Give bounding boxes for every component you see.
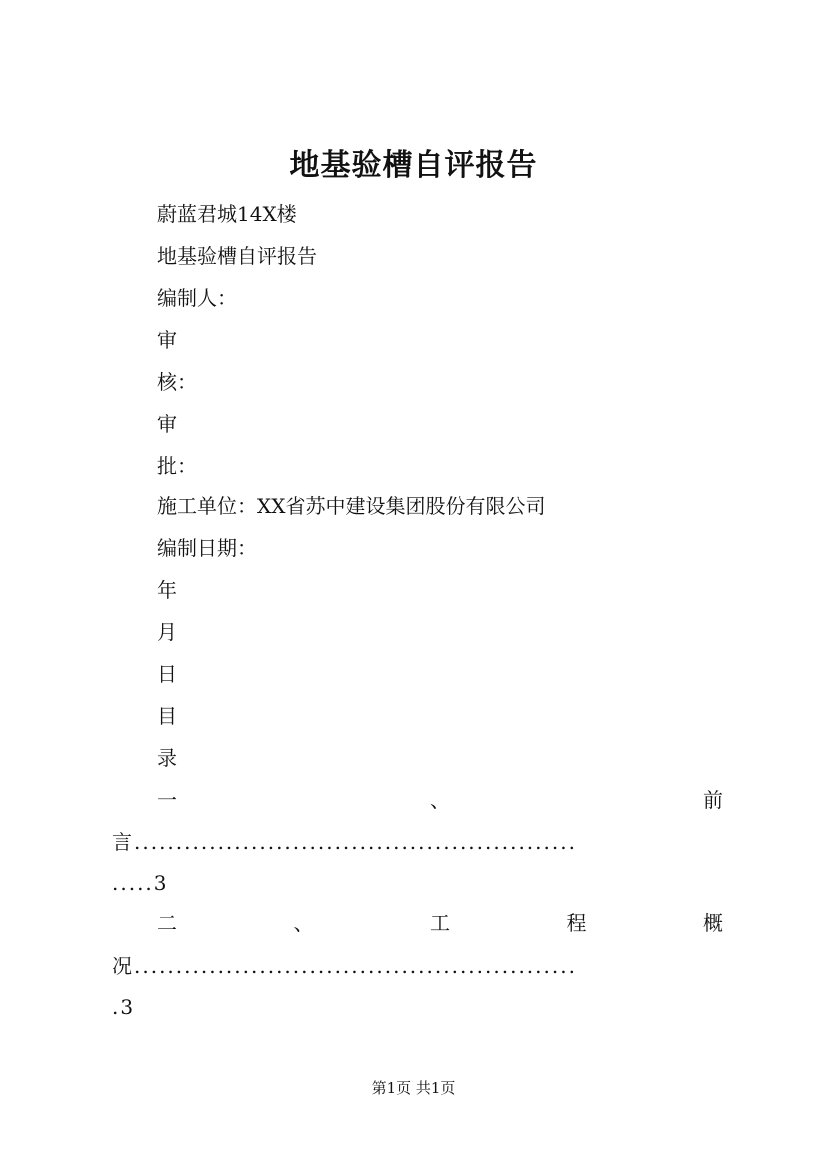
document-title: 地基验槽自评报告 [289,148,538,183]
toc-heading-part2: 录 [157,746,177,770]
toc-entry-1-title-start: 前 [703,788,723,812]
date-year: 年 [157,578,177,602]
compile-date-label: 编制日期： [157,536,257,560]
date-month: 月 [157,620,177,644]
toc-entry-2-page: .3 [112,995,136,1019]
toc-entry-2-char-3: 概 [703,911,723,935]
toc-entry-2-separator: 、 [293,911,314,935]
toc-entry-1-page: .....3 [112,871,169,895]
toc-entry-1-number: 一 [157,788,177,812]
toc-entry-1-leader: 言..................................................... [112,830,577,854]
review-label-part2: 核： [157,370,197,394]
toc-heading-part1: 目 [157,704,177,728]
project-name: 蔚蓝君城14X楼 [157,202,297,226]
review-label-part1: 审 [157,328,177,352]
toc-entry-1-separator: 、 [430,788,450,812]
approve-label-part1: 审 [157,412,177,436]
page-number-footer: 第1页 共1页 [371,1079,456,1097]
toc-entry-2-leader: 况..................................................... [112,954,577,978]
toc-entry-2-number: 二 [157,911,177,935]
date-day: 日 [157,662,177,686]
toc-entry-2 [157,910,723,936]
toc-entry-2-char-2: 程 [566,911,587,935]
report-subtitle: 地基验槽自评报告 [157,244,317,268]
toc-entry-1 [157,787,723,813]
toc-entry-2-char-1: 工 [430,911,450,935]
construction-unit: 施工单位：XX省苏中建设集团股份有限公司 [157,494,546,518]
editor-label: 编制人： [157,286,237,310]
approve-label-part2: 批： [157,454,197,478]
